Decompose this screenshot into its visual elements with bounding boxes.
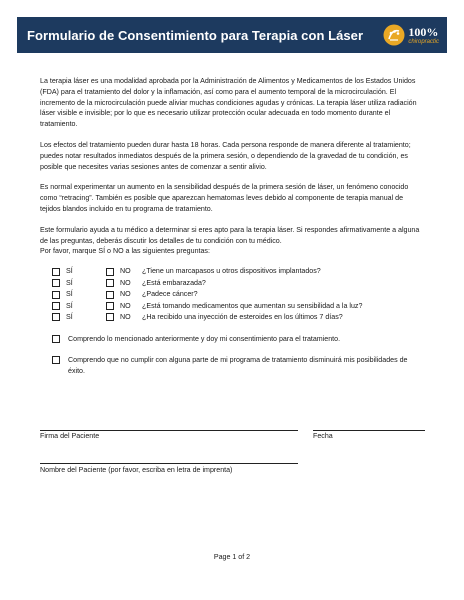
no-checkbox[interactable]	[106, 291, 114, 299]
header-bar	[17, 17, 447, 53]
yes-checkbox[interactable]	[52, 313, 60, 321]
no-checkbox[interactable]	[106, 302, 114, 310]
no-label: NO	[120, 278, 131, 287]
no-label: NO	[120, 267, 131, 276]
question-text: ¿Padece cáncer?	[142, 290, 198, 299]
date-line[interactable]	[313, 430, 425, 431]
question-row	[40, 278, 425, 289]
page-number: Page 1 of 2	[213, 553, 251, 561]
no-checkbox[interactable]	[106, 268, 114, 276]
date-label: Fecha	[313, 432, 333, 440]
paragraph-purpose: Este formulario ayuda a tu médico a determinar si eres apto para la terapia láser. Si respondes afirmativamente a alguna de las preguntas, deberás discutir los detalles de tu condición con tu médico.	[40, 225, 420, 245]
logo-emblem-icon	[383, 24, 405, 46]
question-text: ¿Está embarazada?	[142, 278, 206, 287]
yes-label: SÍ	[66, 267, 73, 276]
paragraph-intro: La terapia láser es una modalidad aprobada por la Administración de Alimentos y Medicamentos de los Estados Unidos (FDA) para el tratamiento del dolor y la inflamación, así como para el aumento temporal de la microcirculación. El incremento de la microcirculación puede aliviar muchas condiciones agudas y crónicas. La terapia láser utiliza radiación láser visible e invisible; por lo que es necesario utilizar protección ocular adecuada en todo momento durante el tratamiento.	[40, 77, 417, 129]
yes-label: SÍ	[66, 278, 73, 287]
form-title: Formulario de Consentimiento para Terapia con Láser	[27, 27, 364, 43]
yes-label: SÍ	[66, 313, 73, 322]
yes-label: SÍ	[66, 290, 73, 299]
form-body	[40, 76, 425, 377]
consent-text: Comprendo que no cumplir con alguna parte de mi programa de tratamiento disminuirá mis posibilidades de éxito.	[68, 355, 408, 375]
question-row	[40, 266, 425, 277]
yes-checkbox[interactable]	[52, 268, 60, 276]
question-text: ¿Tiene un marcapasos u otros dispositivos implantados?	[142, 267, 321, 276]
logo-wordmark: 100%	[408, 24, 439, 39]
consent-understand	[40, 334, 425, 345]
question-row	[40, 289, 425, 300]
consent-checkbox[interactable]	[52, 356, 60, 364]
no-checkbox[interactable]	[106, 279, 114, 287]
patient-signature-line[interactable]	[40, 430, 298, 431]
question-text: ¿Está tomando medicamentos que aumentan su sensibilidad a la luz?	[142, 301, 363, 310]
consent-text: Comprendo lo mencionado anteriormente y doy mi consentimiento para el tratamiento.	[68, 335, 341, 344]
no-label: NO	[120, 301, 131, 310]
patient-signature-label: Firma del Paciente	[40, 432, 100, 440]
paragraph-sensitivity: Es normal experimentar un aumento en la sensibilidad después de la primera sesión de láser, un fenómeno conocido como “retracing”. También es posible que aparezcan hematomas leves debido al componente de terapia manual de tejidos blandos incluido en tu programa de tratamiento.	[40, 183, 409, 213]
patient-name-label: Nombre del Paciente (por favor, escriba en letra de imprenta)	[40, 466, 233, 474]
consent-compliance	[40, 355, 425, 377]
chiropractic-logo	[383, 21, 439, 49]
patient-name-line[interactable]	[40, 463, 298, 464]
question-list	[40, 266, 425, 323]
no-checkbox[interactable]	[106, 313, 114, 321]
yes-checkbox[interactable]	[52, 279, 60, 287]
no-label: NO	[120, 313, 131, 322]
question-text: ¿Ha recibido una inyección de esteroides en los últimos 7 días?	[142, 313, 343, 322]
logo-tagline: chiropractic	[408, 38, 439, 45]
no-label: NO	[120, 290, 131, 299]
yes-label: SÍ	[66, 301, 73, 310]
yes-checkbox[interactable]	[52, 291, 60, 299]
question-row	[40, 300, 425, 311]
question-row	[40, 312, 425, 323]
paragraph-effects: Los efectos del tratamiento pueden durar hasta 18 horas. Cada persona responde de manera diferente al tratamiento; puedes notar resultados inmediatos después de la primera sesión, o dependiendo de la gravedad de tu condición, es posible que necesites varias sesiones antes de comenzar a sentir alivio.	[40, 140, 411, 171]
questions-instruction: Por favor, marque SÍ o NO a las siguientes preguntas:	[40, 247, 210, 256]
yes-checkbox[interactable]	[52, 302, 60, 310]
consent-checkbox[interactable]	[52, 335, 60, 343]
